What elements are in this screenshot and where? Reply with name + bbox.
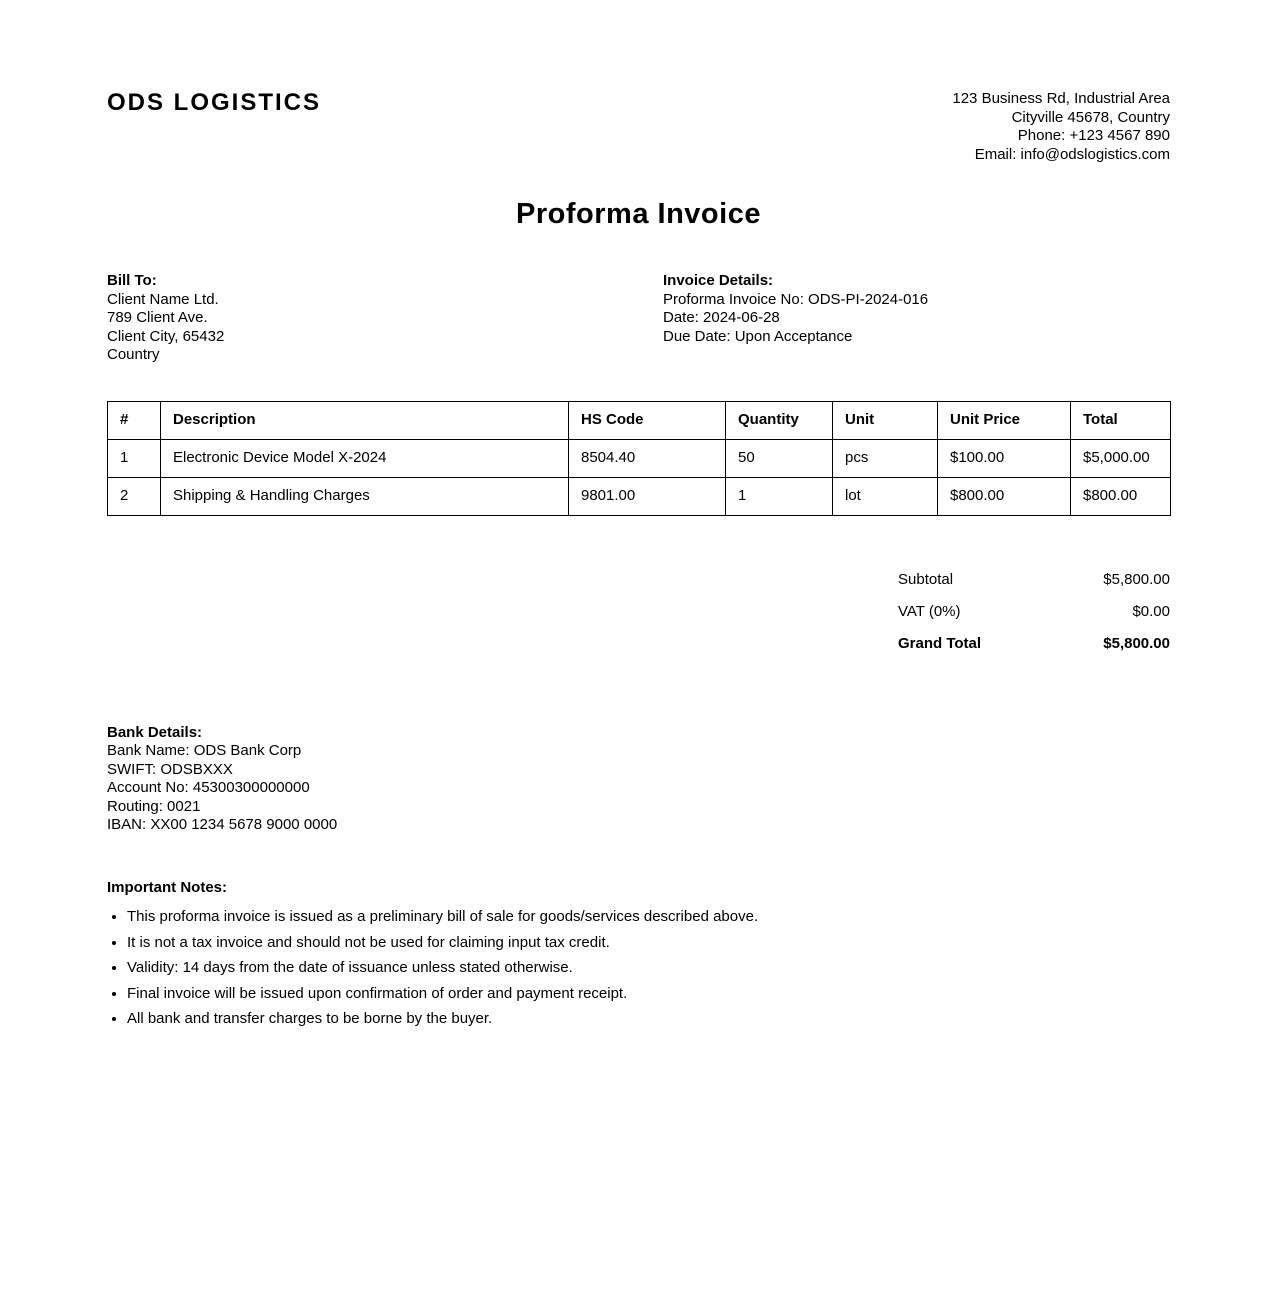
- subtotal-row: [898, 572, 1170, 588]
- column-header-hs-code: HS Code: [569, 401, 726, 439]
- invoice-date-line: Date: 2024-06-28: [663, 309, 780, 326]
- company-address: [952, 90, 1170, 164]
- company-address-line: 123 Business Rd, Industrial Area: [952, 90, 1170, 107]
- table-row: [108, 439, 1171, 477]
- cell-total: $5,000.00: [1071, 439, 1171, 477]
- cell-unit: pcs: [833, 439, 938, 477]
- cell-hs-code: 8504.40: [569, 439, 726, 477]
- important-notes-section: [107, 879, 1170, 1028]
- notes-list: [107, 908, 1170, 1027]
- column-header-description: Description: [161, 401, 569, 439]
- table-row: [108, 477, 1171, 515]
- vat-label: VAT (0%): [898, 602, 961, 620]
- note-item: • Validity: 14 days from the date of issuance unless stated otherwise.: [127, 959, 1170, 976]
- column-header-unit: Unit: [833, 401, 938, 439]
- bill-to-line: Client City, 65432: [107, 327, 225, 345]
- grand-total-row: [898, 636, 1170, 652]
- cell-quantity: 1: [726, 477, 833, 515]
- column-header-quantity: Quantity: [726, 401, 833, 439]
- line-items-table: [107, 401, 1171, 516]
- important-notes-heading: Important Notes:: [107, 878, 227, 896]
- company-address-line: Cityville 45678, Country: [1011, 108, 1170, 126]
- cell-index: 2: [108, 477, 161, 515]
- bank-swift-line: SWIFT: ODSBXXX: [107, 760, 233, 778]
- note-item: • This proforma invoice is issued as a preliminary bill of sale for goods/services described above.: [127, 908, 1170, 925]
- grand-total-label: Grand Total: [898, 634, 982, 652]
- company-email-line: Email: info@odslogistics.com: [974, 145, 1170, 163]
- bill-to-line: 789 Client Ave.: [107, 309, 208, 326]
- vat-row: [898, 604, 1170, 620]
- company-phone-line: Phone: +123 4567 890: [1017, 127, 1170, 144]
- column-header-number: #: [108, 401, 161, 439]
- subtotal-value: $5,800.00: [1103, 570, 1170, 588]
- parties-section: [107, 272, 1170, 365]
- bill-to-section: [107, 272, 663, 365]
- cell-unit-price: $100.00: [938, 439, 1071, 477]
- vat-value: $0.00: [1132, 602, 1170, 620]
- totals-section: [898, 572, 1170, 652]
- bank-name-line: Bank Name: ODS Bank Corp: [107, 742, 302, 759]
- document-header: [107, 90, 1170, 164]
- column-header-total: Total: [1071, 401, 1171, 439]
- invoice-due-date-line: Due Date: Upon Acceptance: [663, 327, 853, 345]
- document-title: Proforma Invoice: [516, 198, 761, 230]
- grand-total-value: $5,800.00: [1103, 634, 1170, 652]
- bill-to-line: Client Name Ltd.: [107, 290, 219, 308]
- bank-details-section: [107, 724, 1170, 835]
- invoice-details-section: [663, 272, 1170, 365]
- company-name: ODS LOGISTICS: [107, 89, 322, 116]
- cell-description: Electronic Device Model X-2024: [161, 439, 569, 477]
- bank-routing-line: Routing: 0021: [107, 797, 201, 815]
- table-header-row: [108, 401, 1171, 439]
- cell-quantity: 50: [726, 439, 833, 477]
- bill-to-line: Country: [107, 346, 160, 363]
- bank-account-line: Account No: 45300300000000: [107, 779, 310, 796]
- note-item: • Final invoice will be issued upon confirmation of order and payment receipt.: [127, 985, 1170, 1002]
- invoice-details-heading: Invoice Details:: [663, 272, 774, 289]
- cell-index: 1: [108, 439, 161, 477]
- invoice-number-line: Proforma Invoice No: ODS-PI-2024-016: [663, 290, 929, 308]
- bill-to-heading: Bill To:: [107, 272, 157, 289]
- cell-total: $800.00: [1071, 477, 1171, 515]
- subtotal-label: Subtotal: [898, 570, 954, 588]
- cell-unit: lot: [833, 477, 938, 515]
- cell-unit-price: $800.00: [938, 477, 1071, 515]
- note-item: • It is not a tax invoice and should not be used for claiming input tax credit.: [127, 934, 1170, 951]
- column-header-unit-price: Unit Price: [938, 401, 1071, 439]
- cell-hs-code: 9801.00: [569, 477, 726, 515]
- bank-details-heading: Bank Details:: [107, 723, 203, 741]
- cell-description: Shipping & Handling Charges: [161, 477, 569, 515]
- bank-iban-line: IBAN: XX00 1234 5678 9000 0000: [107, 816, 338, 833]
- note-item: • All bank and transfer charges to be borne by the buyer.: [127, 1010, 1170, 1027]
